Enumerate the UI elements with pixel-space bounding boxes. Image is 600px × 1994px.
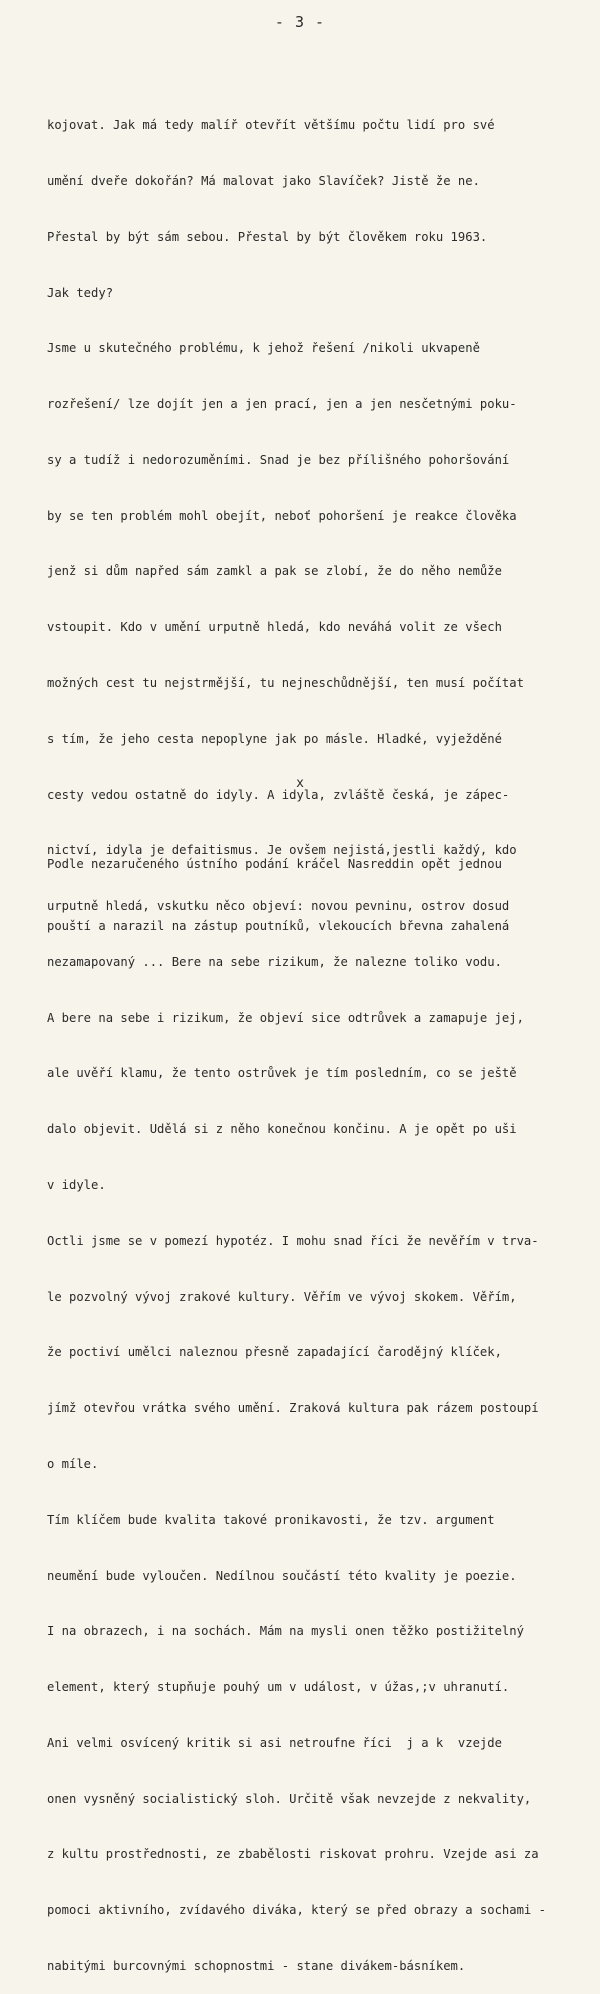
text-line: I na obrazech, i na sochách. Mám na mysli onen těžko postižitelný [47, 1624, 524, 1639]
text-line: ale uvěří klamu, že tento ostrůvek je tím posledním, co se ještě [47, 1066, 517, 1081]
text-line: Podle nezaručeného ústního podání kráčel Nasreddin opět jednou [47, 857, 502, 871]
text-line: Jsme u skutečného problému, k jehož řešení /nikoli ukvapeně [47, 341, 480, 356]
text-line: nabitými burcovnými schopnostmi - stane divákem-básníkem. [47, 1958, 466, 1973]
text-line: sy a tudíž i nedorozuměními. Snad je bez přílišného pohoršování [47, 452, 510, 467]
text-line: v idyle. [47, 1178, 106, 1193]
page-number: - 3 - [274, 13, 326, 31]
text-line: pomoci aktivního, zvídavého diváka, který se před obrazy a sochami - [47, 1903, 546, 1918]
text-line: Octli jsme se v pomezí hypotéz. I mohu snad říci že nevěřím v trva- [47, 1233, 539, 1248]
text-line: jenž si dům napřed sám zamkl a pak se zlobí, že do něho nemůže [47, 564, 502, 579]
text-line: Tím klíčem bude kvalita takové pronikavosti, že tzv. argument [47, 1512, 495, 1527]
text-line: Jak tedy? [47, 285, 114, 300]
text-line: rozřešení/ lze dojít jen a jen prací, jen a jen nesčetnými poku- [47, 397, 517, 412]
closing-paragraph [47, 813, 587, 957]
text-line: možných cest tu nejstrmější, tu nejneschůdnější, ten musí počítat [47, 676, 524, 690]
text-line: Ani velmi osvícený kritik si asi netroufne říci j a k vzejde [47, 1735, 502, 1750]
text-line: A bere na sebe i rizikum, že objeví sice odtrůvek a zamapuje jej, [47, 1010, 524, 1025]
text-line: nezamapovaný ... Bere na sebe rizikum, že nalezne toliko vodu. [47, 954, 502, 969]
text-line: umění dveře dokořán? Má malovat jako Slavíček? Jistě že ne. [47, 173, 480, 188]
text-line: onen vysněný socialistický sloh. Určitě však nevzejde z nekvality, [47, 1791, 532, 1806]
text-line: Přestal by být sám sebou. Přestal by být člověkem roku 1963. [47, 229, 488, 244]
text-line: by se ten problém mohl obejít, neboť pohoršení je reakce člověka [47, 508, 517, 523]
text-line: cesty vedou ostatně do idyly. A idyla, zvláště česká, je zápec- [47, 787, 510, 802]
text-line: o míle. [47, 1456, 99, 1471]
text-line: element, který stupňuje pouhý um v událost, v úžas,;v uhranutí. [47, 1680, 510, 1695]
text-line: pouští a narazil na zástup poutníků, vlekoucích břevna zahalená [47, 918, 510, 933]
text-line: neumění bude vyloučen. Nedílnou součástí této kvality je poezie. [47, 1568, 517, 1583]
text-line: s tím, že jeho cesta nepoplyne jak po másle. Hladké, vyježděné [47, 731, 502, 746]
text-line: z kultu prostřednosti, ze zbabělosti riskovat prohru. Vzejde asi za [47, 1847, 539, 1862]
text-line: le pozvolný vývoj zrakové kultury. Věřím ve vývoj skokem. Věřím, [47, 1289, 517, 1304]
text-line: že poctiví umělci naleznou přesně zapadající čarodějný klíček, [47, 1345, 502, 1360]
body-text [47, 79, 587, 1994]
text-line: jímž otevřou vrátka svého umění. Zraková kultura pak rázem postoupí [47, 1401, 539, 1416]
text-line: nictví, idyla je defaitismus. Je ovšem nejistá,jestli každý, kdo [47, 843, 517, 858]
text-line: dalo objevit. Udělá si z něho konečnou končinu. A je opět po uši [47, 1122, 517, 1137]
text-line: vstoupit. Kdo v umění urputně hledá, kdo neváhá volit ze všech [47, 620, 502, 635]
text-line: urputně hledá, vskutku něco objeví: novou pevninu, ostrov dosud [47, 899, 510, 914]
text-line: kojovat. Jak má tedy malíř otevřít většímu počtu lidí pro své [47, 118, 495, 133]
section-separator: x [296, 776, 304, 791]
